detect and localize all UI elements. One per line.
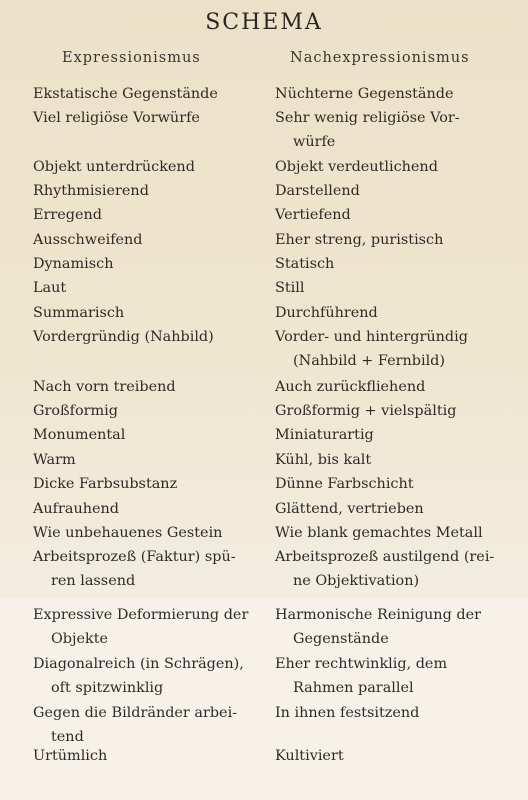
schema-cell-left — [33, 179, 149, 203]
schema-cell-line: Nach vorn treibend — [33, 379, 176, 395]
schema-cell-line: Summarisch — [33, 305, 125, 321]
schema-cell-left — [33, 603, 248, 651]
schema-cell-line: Diagonalreich (in Schrägen), — [33, 656, 244, 672]
schema-cell-left — [33, 701, 237, 749]
schema-cell-line: Vordergründig (Nahbild) — [33, 329, 214, 345]
schema-cell-right — [275, 203, 351, 227]
schema-cell-right — [275, 652, 447, 700]
schema-cell-left — [33, 497, 119, 521]
schema-cell-line: Gegen die Bildränder arbei- — [33, 705, 238, 721]
schema-cell-line: Darstellend — [275, 183, 360, 199]
schema-cell-left — [33, 375, 176, 399]
schema-cell-line: Auch zurückfliehend — [275, 379, 426, 395]
schema-cell-left — [33, 276, 66, 300]
schema-cell-line: Gegenstände — [293, 631, 389, 647]
schema-cell-left — [33, 252, 113, 276]
schema-cell-line: Laut — [33, 280, 67, 296]
schema-cell-left — [33, 652, 244, 700]
schema-cell-right — [275, 106, 460, 154]
schema-cell-left — [33, 82, 218, 106]
schema-cell-line: Warm — [33, 452, 76, 468]
schema-cell-left — [33, 301, 124, 325]
schema-cell-line: Rahmen parallel — [293, 680, 414, 696]
schema-cell-line: würfe — [293, 134, 336, 150]
schema-cell-right — [275, 375, 425, 399]
schema-cell-line: Großformig — [33, 403, 118, 419]
schema-cell-line: oft spitzwinklig — [51, 680, 164, 696]
schema-cell-line: tend — [51, 729, 84, 745]
schema-cell-right — [275, 179, 360, 203]
schema-cell-left — [33, 155, 195, 179]
schema-cell-left — [33, 106, 200, 130]
schema-cell-line: Objekt unterdrückend — [33, 159, 195, 175]
schema-cell-line: Arbeitsprozeß (Faktur) spü- — [33, 549, 236, 565]
schema-cell-left — [33, 228, 143, 252]
schema-cell-line: Erregend — [33, 207, 102, 223]
schema-cell-left — [33, 399, 118, 423]
schema-cell-right — [275, 228, 443, 252]
schema-cell-right — [275, 325, 468, 373]
schema-cell-right — [275, 82, 453, 106]
schema-cell-left — [33, 448, 76, 472]
schema-cell-line: In ihnen festsitzend — [275, 705, 420, 721]
schema-cell-right — [275, 448, 371, 472]
schema-cell-line: Wie unbehauenes Gestein — [33, 525, 223, 541]
schema-cell-right — [275, 472, 414, 496]
schema-cell-line: Statisch — [275, 256, 335, 272]
schema-cell-right — [275, 155, 438, 179]
schema-cell-right — [275, 399, 456, 423]
schema-cell-left — [33, 472, 177, 496]
schema-cell-line: (Nahbild + Fernbild) — [293, 353, 445, 369]
schema-cell-line: Glättend, vertrieben — [275, 501, 424, 517]
schema-cell-line: Durchführend — [275, 305, 378, 321]
schema-cell-left — [33, 521, 222, 545]
schema-cell-line: Wie blank gemachtes Metall — [275, 525, 483, 541]
schema-cell-line: Aufrauhend — [33, 501, 119, 517]
schema-cell-right — [275, 252, 334, 276]
schema-cell-line: Dicke Farbsubstanz — [33, 476, 178, 492]
schema-cell-right — [275, 276, 304, 300]
schema-cell-right — [275, 545, 494, 593]
schema-cell-right — [275, 301, 378, 325]
schema-cell-line: ren lassend — [51, 573, 136, 589]
schema-cell-line: Still — [275, 280, 305, 296]
schema-cell-right — [275, 497, 424, 521]
schema-cell-left — [33, 545, 236, 593]
schema-cell-line: Nüchterne Gegenstände — [275, 86, 454, 102]
schema-cell-line: Vertiefend — [275, 207, 351, 223]
schema-cell-line: Expressive Deformierung der — [33, 607, 249, 623]
schema-cell-line: Monumental — [33, 427, 126, 443]
schema-cell-line: Ausschweifend — [33, 232, 143, 248]
schema-cell-line: Objekte — [51, 631, 109, 647]
schema-cell-line: Viel religiöse Vorwürfe — [33, 110, 200, 126]
schema-cell-line: Harmonische Reinigung der — [275, 607, 481, 623]
schema-cell-right — [275, 423, 374, 447]
schema-cell-right — [275, 603, 481, 651]
schema-cell-right — [275, 744, 344, 768]
schema-cell-line: Dynamisch — [33, 256, 114, 272]
page-title: SCHEMA — [205, 10, 323, 35]
column-header-right: Nachexpressionismus — [290, 50, 470, 66]
schema-cell-line: Arbeitsprozeß austilgend (rei- — [275, 549, 495, 565]
schema-cell-line: Rhythmisierend — [33, 183, 149, 199]
schema-cell-line: Eher streng, puristisch — [275, 232, 444, 248]
column-header-left: Expressionismus — [62, 50, 201, 66]
schema-cell-left — [33, 203, 102, 227]
schema-cell-line: Miniaturartig — [275, 427, 374, 443]
schema-cell-left — [33, 423, 125, 447]
schema-cell-line: ne Objektivation) — [293, 573, 420, 589]
schema-cell-line: Großformig + vielspältig — [275, 403, 457, 419]
schema-cell-line: Sehr wenig religiöse Vor- — [275, 110, 460, 126]
schema-cell-right — [275, 701, 419, 725]
schema-cell-left — [33, 325, 214, 349]
schema-cell-line: Kultiviert — [275, 748, 344, 764]
schema-cell-line: Objekt verdeutlichend — [275, 159, 438, 175]
schema-cell-line: Vorder- und hintergründig — [275, 329, 468, 345]
schema-cell-line: Eher rechtwinklig, dem — [275, 656, 448, 672]
schema-cell-right — [275, 521, 483, 545]
schema-cell-line: Ekstatische Gegenstände — [33, 86, 218, 102]
schema-cell-line: Dünne Farbschicht — [275, 476, 414, 492]
schema-cell-line: Kühl, bis kalt — [275, 452, 372, 468]
schema-cell-left — [33, 744, 107, 768]
schema-cell-line: Urtümlich — [33, 748, 108, 764]
